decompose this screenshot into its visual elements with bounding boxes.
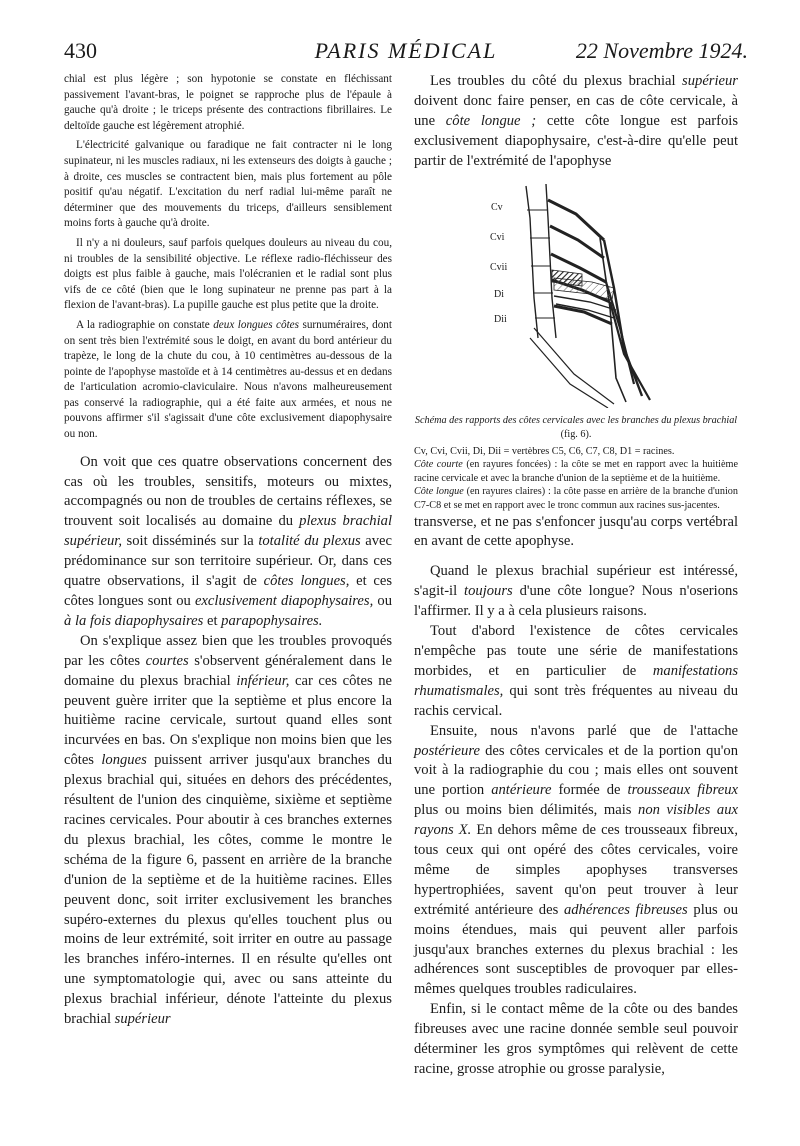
- journal-title: PARIS MÉDICAL: [314, 38, 498, 63]
- label-cvi: Cvi: [490, 231, 505, 243]
- label-dii: Dii: [494, 313, 507, 325]
- paragraph: Enfin, si le contact même de la côte ou des bandes fibreuses avec une racine donnée semble seul pouvoir déterminer les gros symptômes qui relèvent de cette racine, grosse atrophie ou grosse paralysie,: [414, 1001, 738, 1077]
- paragraph: Tout d'abord l'existence de côtes cervicales n'empêche pas toute une série de manifestations morbides, et en particulier de manifestations rhumatismales, qui sont très fréquentes au niveau du rachis cervical.: [414, 623, 738, 719]
- figure-caption-block: [414, 410, 738, 513]
- paragraph: A la radiographie on constate deux longues côtes surnuméraires, dont on sent très bien l'extrémité sous le doigt, en avant du bord antérieur du trapèze, le long de la chute du cou, à 10 centimètres au-dessous de la pointe de l'apophyse mastoïde et à 14 centimètres au-dessus et en dedans de l'articulation acromio-claviculaire. Nous n'avons malheureusement pas conservé la radiographie, qui a été faite aux armées, et nous ne pouvons affirmer s'il s'agissait d'une côte exclusivement diapophysaire ou non.: [64, 318, 392, 441]
- issue-date: 22 Novembre 1924.: [575, 38, 748, 63]
- label-cvii: Cvii: [490, 261, 508, 273]
- figure-legend: Côte courte (en rayures foncées) : la côte se met en rapport avec la huitième racine cervicale et avec la branche d'union de la septième et de la huitième.: [414, 459, 738, 484]
- label-cv: Cv: [491, 201, 503, 213]
- paragraph: Quand le plexus brachial supérieur est intéressé, s'agit-il toujours d'une côte longue? Nous n'oserions l'affirmer. Il y a à cela plusieurs raisons.: [414, 563, 738, 620]
- paragraph: L'électricité galvanique ou faradique ne fait contracter ni le long supinateur, ni les muscles radiaux, ni les extenseurs des doigts à gauche ; à droite, ces muscles se contractent bien, mais plus fortement au pôle positif qu'au négatif. L'excitation du nerf radial lui-même paraît ne déterminer que des mouvements du triceps, d'ailleurs sensiblement moins forts à gauche qu'à droite.: [64, 139, 392, 230]
- left-column: [64, 72, 392, 1030]
- paragraph: On voit que ces quatre observations concernent des cas où les troubles, sensitifs, moteurs ou mixtes, accompagnés ou non de troubles de certains réflexes, se trouvent soit localisés au domaine du plexus brachial supérieur, soit disséminés sur la totalité du plexus avec prédominance sur son territoire supérieur. Or, dans ces quatre observations, il s'agit de côtes longues, et ces côtes longues sont ou exclusivement diapophysaires, ou à la fois diapophysaires et parapophysaires.: [64, 453, 393, 629]
- paragraph: transverse, et ne pas s'enfoncer jusqu'au corps vertébral en avant de cette apophyse.: [414, 513, 738, 550]
- running-header: [64, 38, 748, 66]
- label-di: Di: [494, 288, 504, 300]
- figure-caption: Schéma des rapports des côtes cervicales avec les branches du plexus brachial (fig. 6).: [414, 414, 738, 440]
- figure-6: [414, 178, 738, 513]
- paragraph: Les troubles du côté du plexus brachial supérieur doivent donc faire penser, en cas de côte cervicale, à une côte longue ; cette côte longue est parfois exclusivement diapophysaire, c'est-à-dire qu'elle peut partir de l'extrémité de l'apophyse: [414, 73, 739, 169]
- figure-legend: Cv, Cvi, Cvii, Di, Dii = vertèbres C5, C6, C7, C8, D1 = racines.: [414, 445, 675, 457]
- right-column: [414, 72, 738, 1080]
- paragraph: Il n'y a ni douleurs, sauf parfois quelques douleurs au niveau du cou, ni troubles de la sensibilité objective. Le réflexe radio-fléchisseur des doigts est plus faible à gauche, mais l'olécranien et le radial sont plus vifs de ce côté (bien que le long supinateur ne prenne pas part à la flexion de l'avant-bras). La pupille gauche est plus petite que la droite.: [64, 236, 392, 312]
- paragraph: On s'explique assez bien que les troubles provoqués par les côtes courtes s'observent généralement dans le domaine du plexus brachial inférieur, car ces côtes ne peuvent guère irriter que la septième et plus encore la huitième racine cervicale, surtout quand elles sont incurvées en bas. On s'explique non moins bien que les côtes longues puissent arriver jusqu'aux branches du plexus brachial qui, situées en dehors des précédentes, résultent de l'union des cinquième, sixième et septième racines cervicales. Pour aboutir à ces branches externes du plexus brachial, les côtes, comme le montre le schéma de la figure 6, passent en arrière de la branche d'union de la septième et de la huitième racines. Elles peuvent donc, soit irriter exclusivement les branches supéro-externes du plexus qu'elles touchent plus ou moins de leur extrémité, soit irriter en outre au passage les branches inféro-internes. Il en résulte qu'elles ont une symptomatologie qui, avec ou sans atteinte du plexus brachial inférieur, dénote l'atteinte du plexus brachial supérieur: [64, 632, 392, 1028]
- paragraph: chial est plus légère ; son hypotonie se constate en fléchissant passivement l'avant-bras, le poignet se rapproche plus de l'épaule à gauche qu'à droite ; le triceps présente des contractions fibrillaires. Le deltoïde gauche est légèrement atrophié.: [64, 73, 392, 132]
- figure-legend: Côte longue (en rayures claires) : la côte passe en arrière de la branche d'union C7-C8 et se met en rapport avec le tronc commun aux racines sus-jacentes.: [414, 486, 738, 511]
- paragraph: Ensuite, nous n'avons parlé que de l'attache postérieure des côtes cervicales et de la portion qu'on voit à la radiographie du cou ; mais elles ont souvent une portion antérieure formée de trousseaux fibreux plus ou moins bien délimités, mais non visibles aux rayons X. En dehors même de ces trousseaux fibreux, tous ceux qui ont opéré des côtes cervicales, voire même de simples apophyses transverses hypertrophiées, savent qu'on peut trouver à leur extrémité antérieure des adhérences fibreuses plus ou moins étendues, mais qui peuvent aller parfois jusqu'aux branches externes du plexus brachial : les adhérences sont susceptibles de provoquer par elles-mêmes quelques troubles radiculaires.: [414, 722, 739, 998]
- page-number: 430: [64, 38, 97, 63]
